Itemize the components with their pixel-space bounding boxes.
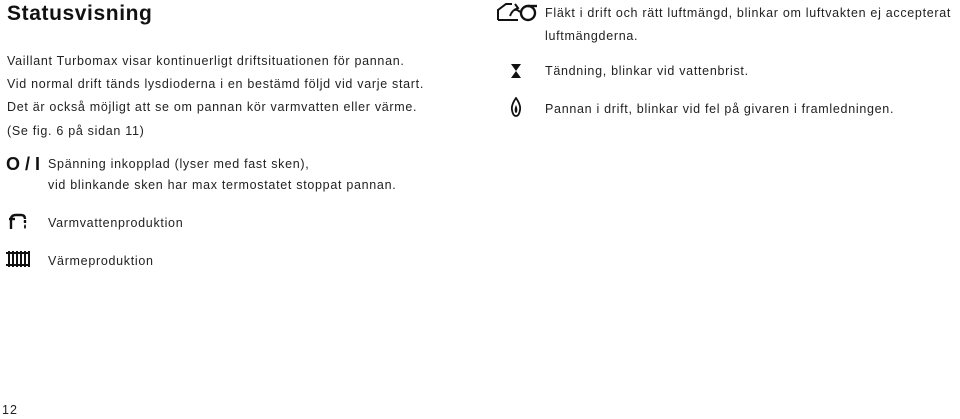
ignition-spark-icon — [510, 63, 522, 79]
hot-water-label: Varmvattenproduktion — [48, 216, 184, 230]
intro-line-1: Vaillant Turbomax visar kontinuerligt driftsituationen för pannan. — [7, 54, 405, 68]
page-number: 12 — [2, 403, 18, 417]
intro-line-4: (Se fig. 6 på sidan 11) — [7, 124, 145, 138]
fan-airflow-icon — [496, 2, 538, 22]
intro-line-3: Det är också möjligt att se om pannan kör varmvatten eller värme. — [7, 100, 418, 114]
power-status-line-2: vid blinkande sken har max termostatet stoppat pannan. — [48, 178, 397, 192]
fan-status-line-1: Fläkt i drift och rätt luftmängd, blinkar om luftvakten ej accepterat — [545, 6, 952, 20]
tap-water-icon — [8, 212, 28, 230]
power-on-off-symbol: O / I — [6, 154, 41, 174]
fan-status-line-2: luftmängderna. — [545, 29, 639, 43]
flame-icon — [510, 97, 522, 117]
intro-line-2: Vid normal drift tänds lysdioderna i en bestämd följd vid varje start. — [7, 77, 425, 91]
heating-label: Värmeproduktion — [48, 254, 154, 268]
page-title: Statusvisning — [7, 2, 153, 25]
radiator-icon — [6, 250, 30, 268]
ignition-label: Tändning, blinkar vid vattenbrist. — [545, 64, 749, 78]
burner-status-label: Pannan i drift, blinkar vid fel på givaren i framledningen. — [545, 102, 895, 116]
power-status-line-1: Spänning inkopplad (lyser med fast sken), — [48, 157, 310, 171]
